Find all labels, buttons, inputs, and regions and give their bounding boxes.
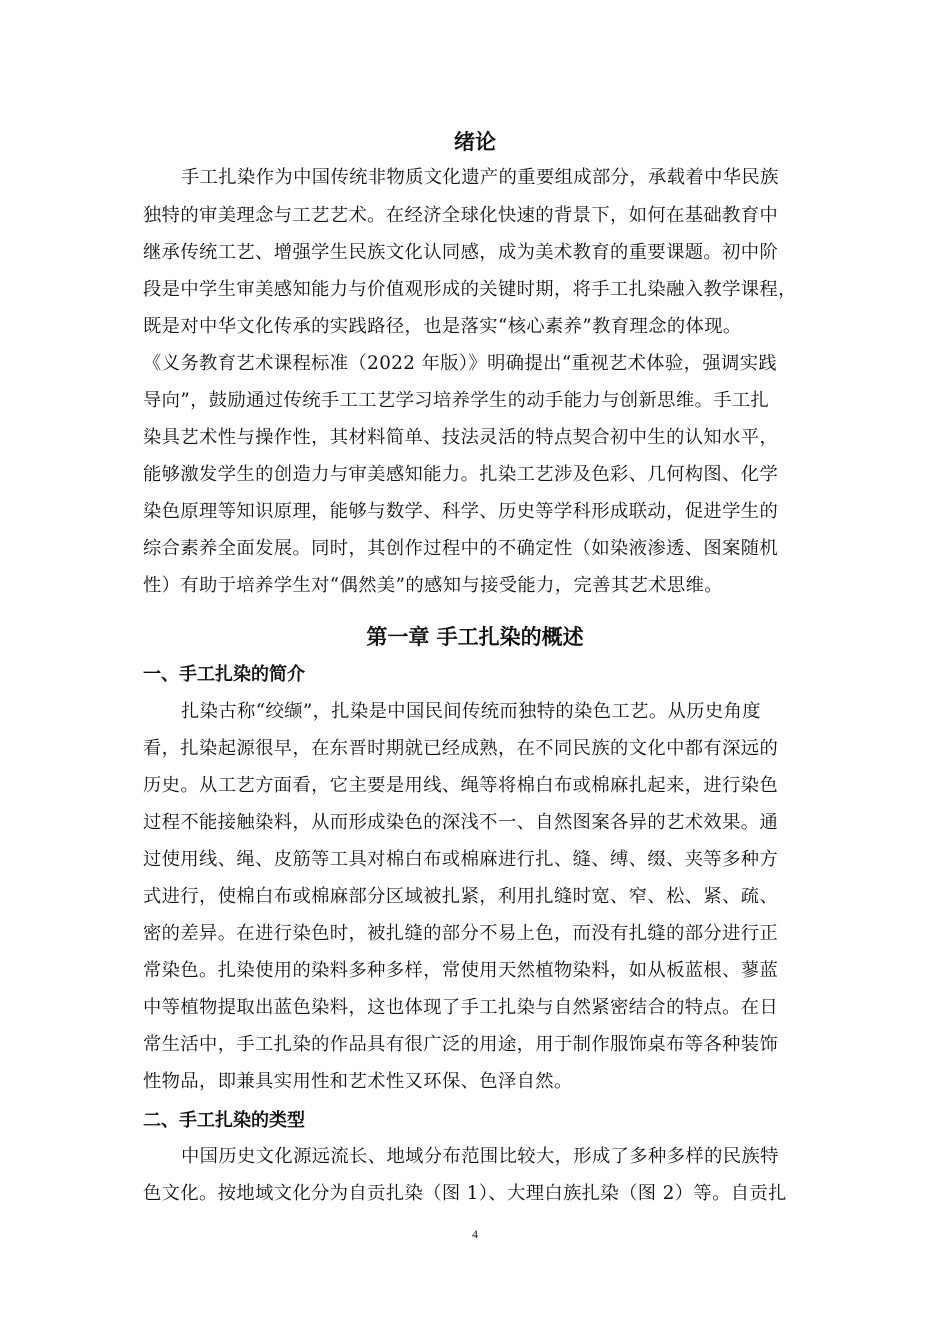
- section-line: 式进行，使棉白布或棉麻部分区域被扎紧，利用扎缝时宽、窄、松、紧、疏、: [143, 886, 779, 907]
- section-line: 常生活中，手工扎染的作品具有很广泛的用途，用于制作服饰桌布等各种装饰: [143, 1034, 779, 1055]
- section-line: 中国历史文化源远流长、地域分布范围比较大，形成了多种多样的民族特: [181, 1146, 779, 1167]
- intro-line: 手工扎染作为中国传统非物质文化遗产的重要组成部分，承载着中华民族: [181, 167, 779, 188]
- page-number: 4: [472, 1227, 478, 1241]
- section-line: 常染色。扎染使用的染料多种多样，常使用天然植物染料，如从板蓝根、蓼蓝: [143, 960, 779, 981]
- section-title: 一、手工扎染的简介: [143, 664, 305, 685]
- section-line: 看，扎染起源很早，在东晋时期就已经成熟，在不同民族的文化中都有深远的: [143, 738, 779, 759]
- section-line: 历史。从工艺方面看，它主要是用线、绳等将棉白布或棉麻扎起来，进行染色: [143, 775, 779, 796]
- intro-line: 性）有助于培养学生对“偶然美”的感知与接受能力，完善其艺术思维。: [143, 575, 723, 596]
- intro-line: 段是中学生审美感知能力与价值观形成的关键时期，将手工扎染融入教学课程，: [143, 279, 797, 300]
- intro-line: 《义务教育艺术课程标准（2022 年版）》明确提出“重视艺术体验，强调实践: [143, 353, 778, 374]
- section-line: 过程不能接触染料，从而形成染色的深浅不一、自然图案各异的艺术效果。通: [143, 812, 779, 833]
- intro-line: 染色原理等知识原理，能够与数学、科学、历史等学科形成联动，促进学生的: [143, 501, 779, 522]
- section-line: 色文化。按地域文化分为自贡扎染（图 1）、大理白族扎染（图 2）等。自贡扎: [143, 1183, 787, 1204]
- section-title: 二、手工扎染的类型: [143, 1110, 305, 1131]
- intro-line: 导向”，鼓励通过传统手工工艺学习培养学生的动手能力与创新思维。手工扎: [143, 390, 770, 411]
- intro-line: 综合素养全面发展。同时，其创作过程中的不确定性（如染液渗透、图案随机: [143, 538, 779, 559]
- chapter-title: 第一章 手工扎染的概述: [366, 625, 584, 649]
- section-line: 扎染古称“绞缬”，扎染是中国民间传统而独特的染色工艺。从历史角度: [181, 701, 761, 722]
- section-line: 过使用线、绳、皮筋等工具对棉白布或棉麻进行扎、缝、缚、缀、夹等多种方: [143, 849, 779, 870]
- section-line: 密的差异。在进行染色时，被扎缝的部分不易上色，而没有扎缝的部分进行正: [143, 923, 779, 944]
- section-line: 性物品，即兼具实用性和艺术性又环保、色泽自然。: [143, 1071, 573, 1092]
- intro-line: 独特的审美理念与工艺艺术。在经济全球化快速的背景下，如何在基础教育中: [143, 205, 779, 226]
- intro-line: 继承传统工艺、增强学生民族文化认同感，成为美术教育的重要课题。初中阶: [143, 242, 779, 263]
- intro-line: 既是对中华文化传承的实践路径，也是落实“核心素养”教育理念的体现。: [143, 316, 742, 337]
- intro-line: 染具艺术性与操作性，其材料简单、技法灵活的特点契合初中生的认知水平，: [143, 427, 779, 448]
- intro-line: 能够激发学生的创造力与审美感知能力。扎染工艺涉及色彩、几何构图、化学: [143, 464, 779, 485]
- section-line: 中等植物提取出蓝色染料，这也体现了手工扎染与自然紧密结合的特点。在日: [143, 997, 779, 1018]
- intro-title: 绪论: [454, 130, 496, 154]
